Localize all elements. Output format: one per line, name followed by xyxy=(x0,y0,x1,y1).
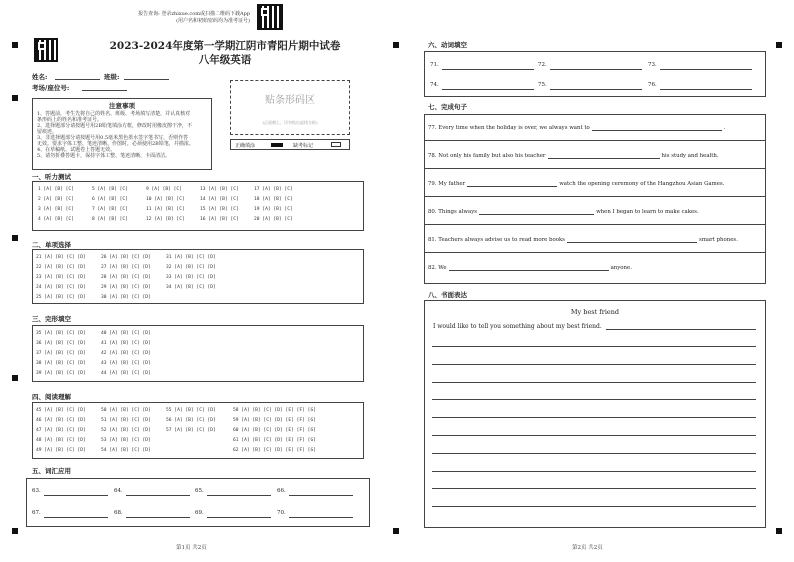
sentence-suffix: his study and health. xyxy=(661,153,719,159)
answer-option-row[interactable]: 8 [A] [B] [C] xyxy=(92,217,128,222)
vocab-answer-line[interactable] xyxy=(44,517,108,518)
verb-number: 76. xyxy=(648,82,657,88)
writing-line[interactable] xyxy=(432,382,756,383)
answer-option-row[interactable]: 62 [A] [B] [C] [D] [E] [F] [G] xyxy=(233,448,316,453)
sentence-divider xyxy=(424,252,766,253)
answer-option-row[interactable]: 57 [A] [B] [C] [D] xyxy=(166,428,216,433)
answer-option-row[interactable]: 49 [A] [B] [C] [D] xyxy=(36,448,86,453)
notice-title: 注意事项 xyxy=(109,102,135,110)
verb-answer-line[interactable] xyxy=(550,69,642,70)
sentence-item xyxy=(428,264,762,271)
vocab-answer-line[interactable] xyxy=(207,517,271,518)
report-note-2: (用户名和初始密码均为准考证号) xyxy=(176,18,250,24)
answer-option-row[interactable]: 9 [A] [B] [C] xyxy=(146,187,182,192)
fill-example-label: 正确填涂 xyxy=(235,143,256,149)
barcode-label: 贴条形码区 xyxy=(265,95,315,106)
answer-option-row[interactable]: 26 [A] [B] [C] [D] xyxy=(101,255,151,260)
answer-option-row[interactable]: 59 [A] [B] [C] [D] [E] [F] [G] xyxy=(233,418,316,423)
answer-option-row[interactable]: 46 [A] [B] [C] [D] xyxy=(36,418,86,423)
notice-line: 无效。要求字体工整、笔迹清晰。作图时，必须使用2B铅笔，并描浓。 xyxy=(37,141,194,147)
sentence-answer-blank[interactable] xyxy=(548,152,660,159)
notice-line: 1、答题前，考生先将自己的姓名、班级、考场填写清楚，并认真核对 xyxy=(37,111,191,117)
writing-line[interactable] xyxy=(432,506,756,507)
answer-option-row[interactable]: 43 [A] [B] [C] [D] xyxy=(101,361,151,366)
sentence-item xyxy=(428,208,762,215)
barcode-area xyxy=(230,80,350,135)
answer-option-row[interactable]: 34 [A] [B] [C] [D] xyxy=(166,285,216,290)
answer-option-row[interactable]: 54 [A] [B] [C] [D] xyxy=(101,448,151,453)
sentence-prefix: 82. We xyxy=(428,265,447,271)
answer-option-row[interactable]: 30 [A] [B] [C] [D] xyxy=(101,295,151,300)
sentence-prefix: 78. Not only his family but also his teacher xyxy=(428,153,546,159)
answer-option-row[interactable]: 15 [A] [B] [C] xyxy=(200,207,239,212)
answer-option-row[interactable]: 11 [A] [B] [C] xyxy=(146,207,185,212)
answer-option-row[interactable]: 55 [A] [B] [C] [D] xyxy=(166,408,216,413)
notice-line: 4、在草稿纸、试题卷上答题无效。 xyxy=(37,147,116,153)
writing-line[interactable] xyxy=(606,329,756,330)
answer-option-row[interactable]: 42 [A] [B] [C] [D] xyxy=(101,351,151,356)
answer-option-row[interactable]: 60 [A] [B] [C] [D] [E] [F] [G] xyxy=(233,428,316,433)
answer-option-row[interactable]: 29 [A] [B] [C] [D] xyxy=(101,285,151,290)
name-field[interactable] xyxy=(55,79,100,80)
sentence-suffix: anyone. xyxy=(610,265,632,271)
verb-number: 72. xyxy=(538,62,547,68)
answer-option-row[interactable]: 38 [A] [B] [C] [D] xyxy=(36,361,86,366)
listening-box xyxy=(32,181,364,231)
verb-number: 73. xyxy=(648,62,657,68)
answer-option-row[interactable]: 4 [A] [B] [C] xyxy=(38,217,74,222)
section-single-choice-title: 二、单项选择 xyxy=(32,241,71,249)
page-number-right: 第2页 共2页 xyxy=(572,545,603,551)
vocab-answer-line[interactable] xyxy=(126,495,190,496)
answer-option-row[interactable]: 32 [A] [B] [C] [D] xyxy=(166,265,216,270)
sentence-divider xyxy=(424,168,766,169)
sentence-suffix: when I began to learn to make cakes. xyxy=(596,209,699,215)
corner-marker-icon xyxy=(12,235,18,241)
answer-option-row[interactable]: 3 [A] [B] [C] xyxy=(38,207,74,212)
top-qr-code-icon xyxy=(257,4,283,30)
answer-option-row[interactable]: 21 [A] [B] [C] [D] xyxy=(36,255,86,260)
writing-line[interactable] xyxy=(432,488,756,489)
missing-mark-label: 缺考标记 xyxy=(293,143,314,149)
notice-line: 5、请勿折叠答题卡，保持字体工整、笔迹清晰、卡面清洁。 xyxy=(37,153,171,159)
answer-option-row[interactable]: 10 [A] [B] [C] xyxy=(146,197,185,202)
writing-title: My best friend xyxy=(570,308,620,316)
sentence-item xyxy=(428,124,762,131)
answer-option-row[interactable]: 33 [A] [B] [C] [D] xyxy=(166,275,216,280)
barcode-sub: (正面朝上，切勿贴出虚线方框) xyxy=(262,120,318,125)
answer-option-row[interactable]: 18 [A] [B] [C] xyxy=(254,197,293,202)
sentence-prefix: 79. My father xyxy=(428,181,466,187)
verb-number: 75. xyxy=(538,82,547,88)
answer-option-row[interactable]: 14 [A] [B] [C] xyxy=(200,197,239,202)
section-cloze-title: 三、完形填空 xyxy=(32,315,71,323)
answer-option-row[interactable]: 20 [A] [B] [C] xyxy=(254,217,293,222)
answer-option-row[interactable]: 41 [A] [B] [C] [D] xyxy=(101,341,151,346)
writing-box xyxy=(424,300,766,528)
answer-option-row[interactable]: 19 [A] [B] [C] xyxy=(254,207,293,212)
corner-marker-icon xyxy=(776,42,782,48)
fill-legend xyxy=(230,139,350,150)
corner-marker-icon xyxy=(12,42,18,48)
writing-line[interactable] xyxy=(432,471,756,472)
corner-marker-icon xyxy=(12,375,18,381)
sentence-suffix: watch the opening ceremony of the Hangzhou Asian Games. xyxy=(559,181,725,187)
answer-option-row[interactable]: 50 [A] [B] [C] [D] xyxy=(101,408,151,413)
answer-option-row[interactable]: 24 [A] [B] [C] [D] xyxy=(36,285,86,290)
sentence-prefix: 77. Every time when the holiday is over, we always want to xyxy=(428,125,590,131)
answer-option-row[interactable]: 61 [A] [B] [C] [D] [E] [F] [G] xyxy=(233,438,316,443)
verb-answer-line[interactable] xyxy=(550,89,642,90)
answer-option-row[interactable]: 52 [A] [B] [C] [D] xyxy=(101,428,151,433)
sentence-divider xyxy=(424,196,766,197)
answer-option-row[interactable]: 17 [A] [B] [C] xyxy=(254,187,293,192)
writing-opening: I would like to tell you something about my best friend. xyxy=(433,323,602,330)
answer-option-row[interactable]: 1 [A] [B] [C] xyxy=(38,187,74,192)
section-reading-title: 四、阅读理解 xyxy=(32,393,71,401)
answer-option-row[interactable]: 27 [A] [B] [C] [D] xyxy=(101,265,151,270)
corner-marker-icon xyxy=(12,528,18,534)
vocab-number: 67. xyxy=(32,510,41,516)
vocab-answer-line[interactable] xyxy=(207,495,271,496)
section-sentences-title: 七、完成句子 xyxy=(428,103,467,111)
seat-label: 考场/座位号: xyxy=(32,84,70,92)
corner-marker-icon xyxy=(393,528,399,534)
notice-line: 留痕迹。 xyxy=(37,129,58,135)
vocab-answer-line[interactable] xyxy=(44,495,108,496)
vocab-answer-line[interactable] xyxy=(289,517,353,518)
vocab-box xyxy=(26,478,370,527)
answer-option-row[interactable]: 37 [A] [B] [C] [D] xyxy=(36,351,86,356)
answer-option-row[interactable]: 40 [A] [B] [C] [D] xyxy=(101,331,151,336)
vocab-number: 70. xyxy=(277,510,286,516)
sentence-divider xyxy=(424,224,766,225)
filled-box-icon xyxy=(271,143,283,147)
class-label: 班级: xyxy=(104,73,120,81)
vocab-number: 69. xyxy=(195,510,204,516)
answer-option-row[interactable]: 35 [A] [B] [C] [D] xyxy=(36,331,86,336)
writing-line[interactable] xyxy=(432,364,756,365)
sentence-answer-blank[interactable] xyxy=(567,236,697,243)
answer-option-row[interactable]: 56 [A] [B] [C] [D] xyxy=(166,418,216,423)
left-qr-code-icon xyxy=(34,38,58,62)
exam-title: 2023-2024年度第一学期江阴市青阳片期中试卷 xyxy=(109,40,341,52)
sentence-suffix: . xyxy=(723,125,726,131)
notice-lines xyxy=(33,110,211,160)
vocab-number: 65. xyxy=(195,488,204,494)
verbs-box xyxy=(424,51,766,97)
sentence-answer-blank[interactable] xyxy=(592,124,722,131)
sentence-prefix: 80. Things always xyxy=(428,209,478,215)
sentence-item xyxy=(428,236,762,243)
notice-line: 2、选择题部分请按题号用2B铅笔填涂方框，修改时用橡皮擦干净，不 xyxy=(37,123,193,129)
section-listening-title: 一、听力测试 xyxy=(32,173,71,181)
sentence-prefix: 81. Teachers always advise us to read more books xyxy=(428,237,566,243)
answer-option-row[interactable]: 25 [A] [B] [C] [D] xyxy=(36,295,86,300)
verb-number: 74. xyxy=(430,82,439,88)
seat-field[interactable] xyxy=(82,90,127,91)
writing-line[interactable] xyxy=(432,399,756,400)
answer-option-row[interactable]: 31 [A] [B] [C] [D] xyxy=(166,255,216,260)
corner-marker-icon xyxy=(12,95,18,101)
corner-marker-icon xyxy=(776,528,782,534)
answer-option-row[interactable]: 6 [A] [B] [C] xyxy=(92,197,128,202)
answer-option-row[interactable]: 22 [A] [B] [C] [D] xyxy=(36,265,86,270)
notice-line: 3、非选择题部分请按题号用0.5毫米黑色墨水签字笔书写，否则作答 xyxy=(37,135,189,141)
sentence-answer-blank[interactable] xyxy=(449,264,609,271)
answer-option-row[interactable]: 23 [A] [B] [C] [D] xyxy=(36,275,86,280)
verb-answer-line[interactable] xyxy=(442,69,534,70)
missing-checkbox[interactable] xyxy=(331,142,341,147)
exam-subtitle: 八年级英语 xyxy=(198,54,252,66)
answer-option-row[interactable]: 45 [A] [B] [C] [D] xyxy=(36,408,86,413)
verb-number: 71. xyxy=(430,62,439,68)
answer-option-row[interactable]: 28 [A] [B] [C] [D] xyxy=(101,275,151,280)
section-verbs-title: 六、动词填空 xyxy=(428,41,467,49)
corner-marker-icon xyxy=(393,42,399,48)
sentence-suffix: smart phones. xyxy=(699,237,738,243)
sentence-item xyxy=(428,152,762,159)
answer-option-row[interactable]: 47 [A] [B] [C] [D] xyxy=(36,428,86,433)
verb-answer-line[interactable] xyxy=(660,69,752,70)
writing-line[interactable] xyxy=(432,346,756,347)
answer-option-row[interactable]: 7 [A] [B] [C] xyxy=(92,207,128,212)
sentence-answer-blank[interactable] xyxy=(467,180,557,187)
vocab-number: 66. xyxy=(277,488,286,494)
vocab-number: 63. xyxy=(32,488,41,494)
answer-option-row[interactable]: 16 [A] [B] [C] xyxy=(200,217,239,222)
name-label: 姓名: xyxy=(32,73,48,81)
writing-line[interactable] xyxy=(432,435,756,436)
answer-option-row[interactable]: 39 [A] [B] [C] [D] xyxy=(36,371,86,376)
answer-option-row[interactable]: 2 [A] [B] [C] xyxy=(38,197,74,202)
verb-answer-line[interactable] xyxy=(660,89,752,90)
writing-line[interactable] xyxy=(432,417,756,418)
sentence-answer-blank[interactable] xyxy=(479,208,594,215)
vocab-number: 68. xyxy=(114,510,123,516)
vocab-answer-line[interactable] xyxy=(289,495,353,496)
section-vocab-title: 五、词汇应用 xyxy=(32,467,71,475)
page-number-left: 第1页 共2页 xyxy=(176,545,207,551)
answer-option-row[interactable]: 13 [A] [B] [C] xyxy=(200,187,239,192)
writing-line[interactable] xyxy=(432,453,756,454)
answer-option-row[interactable]: 5 [A] [B] [C] xyxy=(92,187,128,192)
answer-option-row[interactable]: 53 [A] [B] [C] [D] xyxy=(101,438,151,443)
class-field[interactable] xyxy=(124,79,169,80)
answer-option-row[interactable]: 48 [A] [B] [C] [D] xyxy=(36,438,86,443)
section-writing-title: 八、书面表达 xyxy=(428,291,467,299)
vocab-number: 64. xyxy=(114,488,123,494)
answer-option-row[interactable]: 51 [A] [B] [C] [D] xyxy=(101,418,151,423)
sentence-divider xyxy=(424,140,766,141)
answer-option-row[interactable]: 58 [A] [B] [C] [D] [E] [F] [G] xyxy=(233,408,316,413)
answer-option-row[interactable]: 44 [A] [B] [C] [D] xyxy=(101,371,151,376)
answer-option-row[interactable]: 12 [A] [B] [C] xyxy=(146,217,185,222)
report-note-1: 报告查询: 登录zhixue.com或扫描二维码下载App xyxy=(138,11,250,17)
verb-answer-line[interactable] xyxy=(442,89,534,90)
sentence-item xyxy=(428,180,762,187)
notice-line: 条形码上的姓名和准考证号。 xyxy=(37,117,103,123)
answer-option-row[interactable]: 36 [A] [B] [C] [D] xyxy=(36,341,86,346)
vocab-answer-line[interactable] xyxy=(126,517,190,518)
notice-box xyxy=(32,98,212,170)
